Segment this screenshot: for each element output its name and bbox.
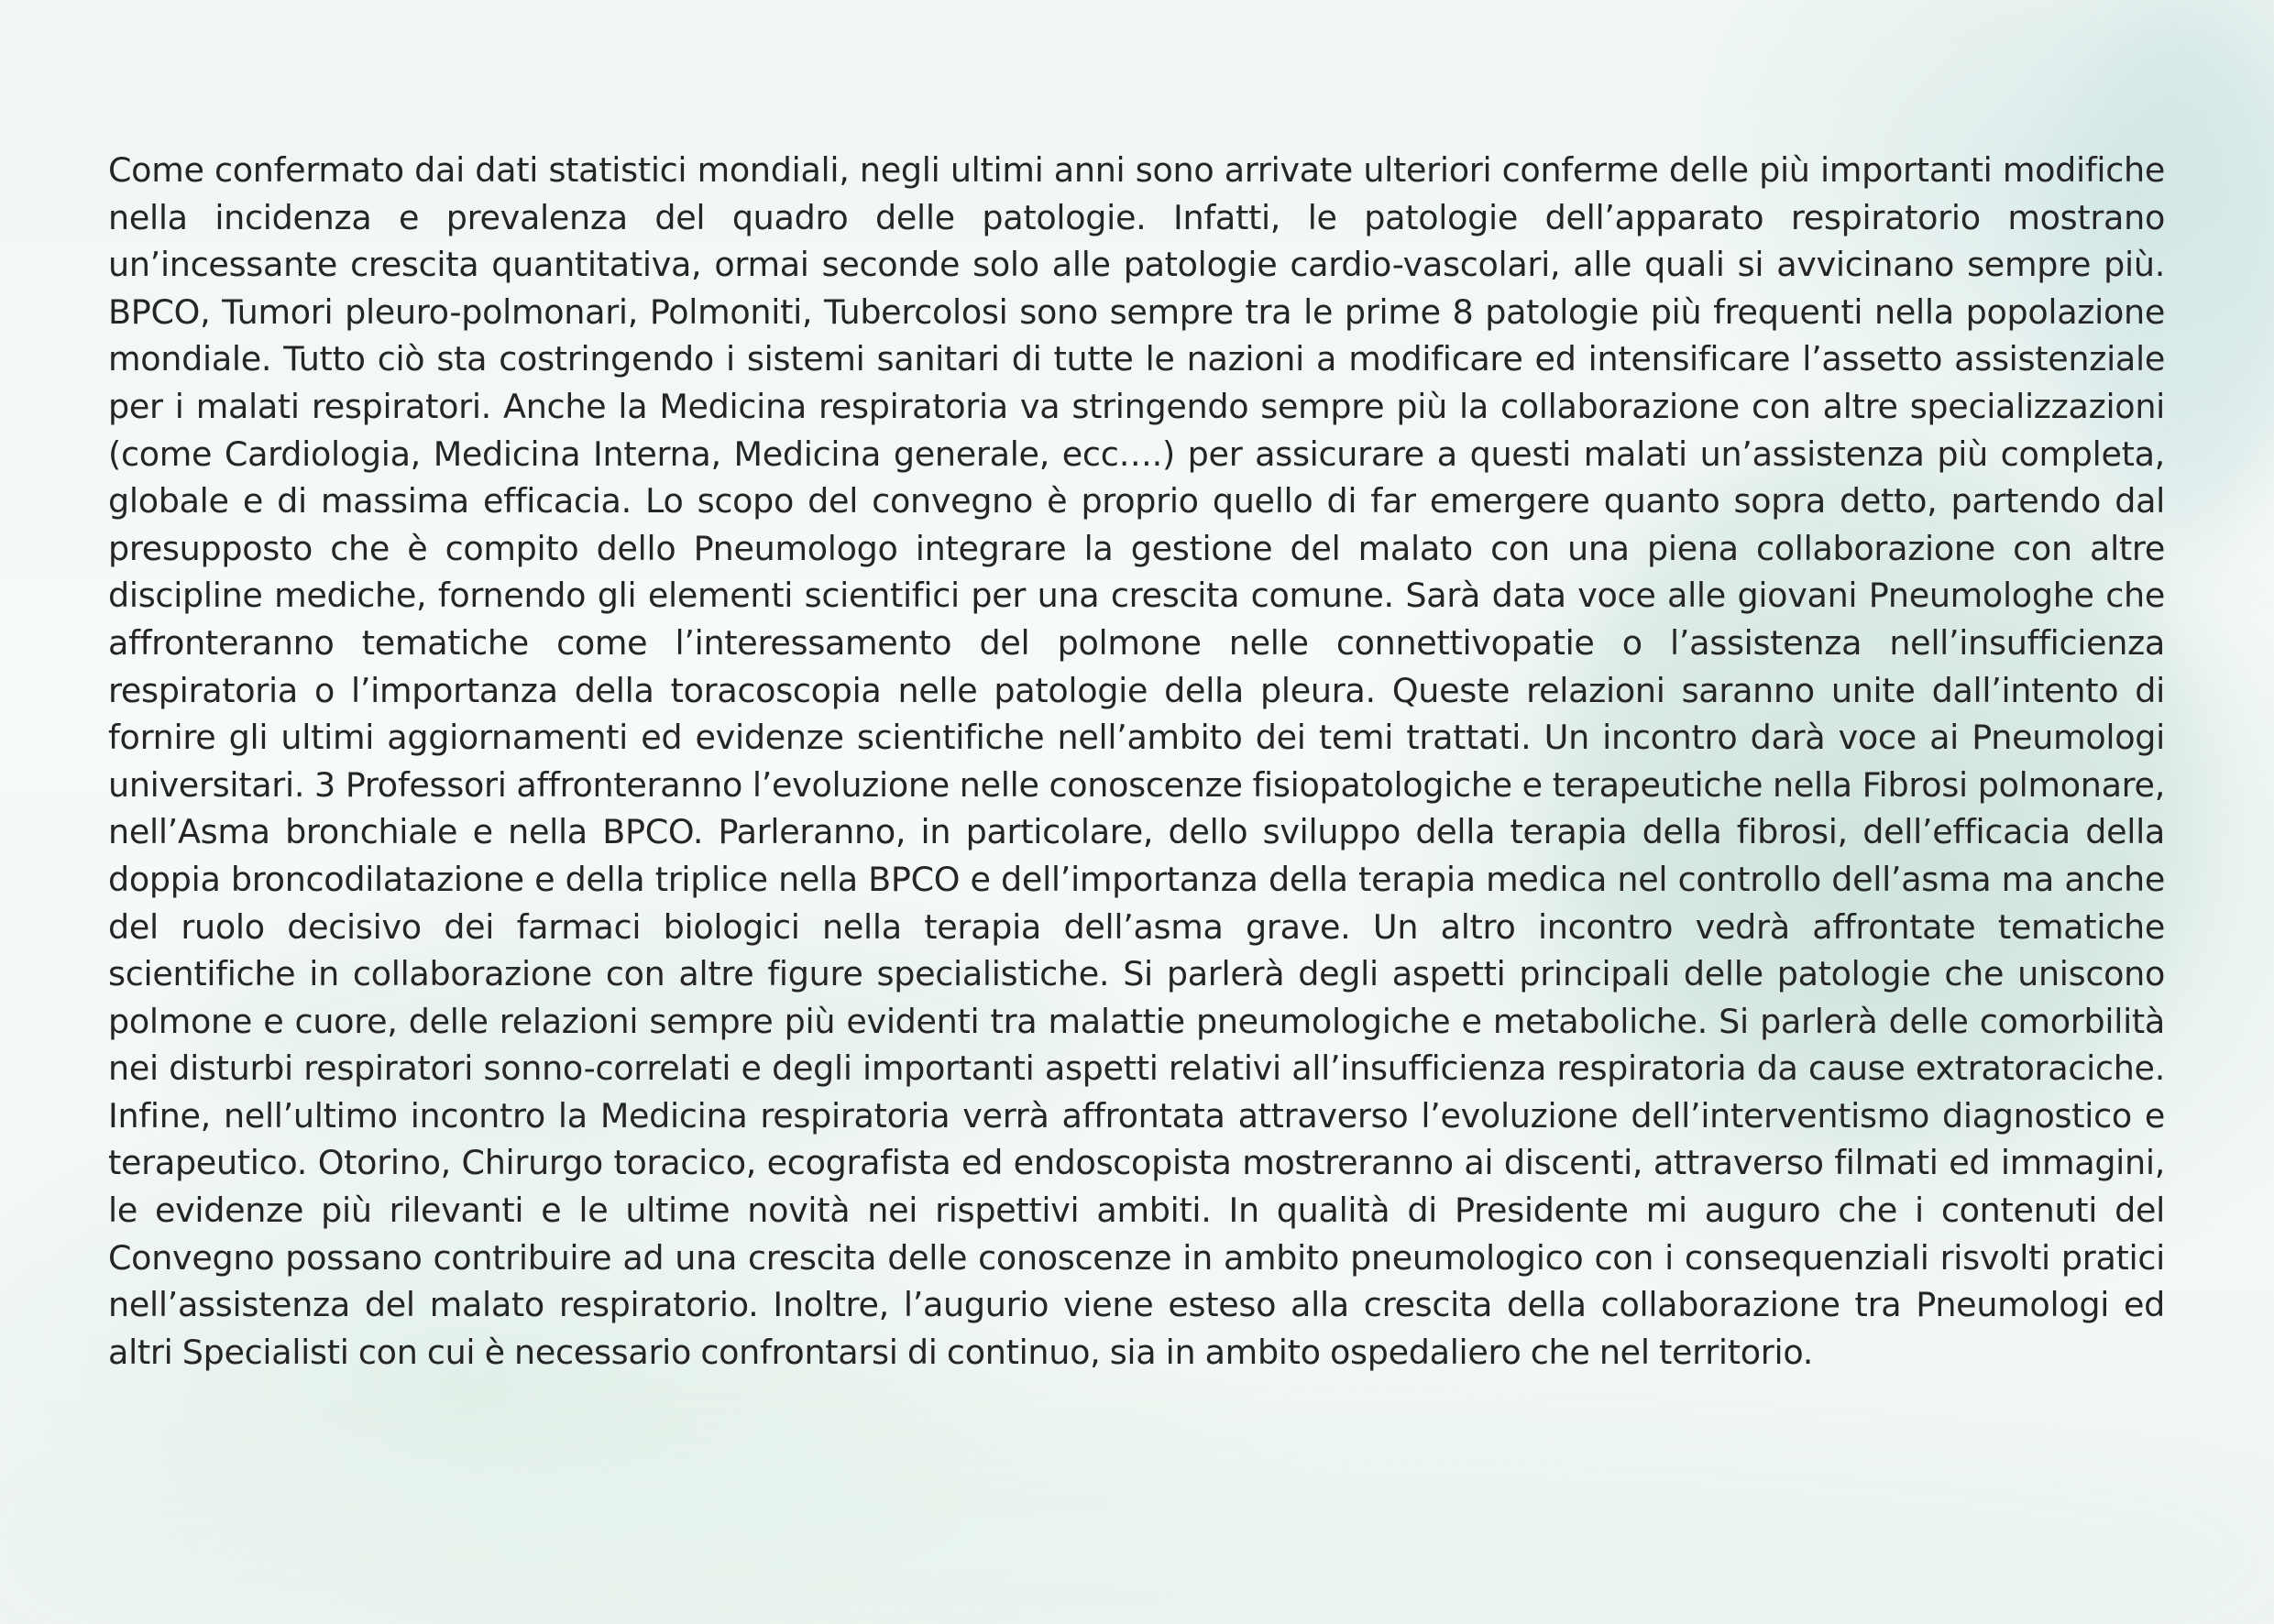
background-haze bbox=[0, 1430, 2274, 1624]
body-paragraph: Come confermato dai dati statistici mondiali, negli ultimi anni sono arrivate ulteriori conferme delle più importanti modifiche nella incidenza e prevalenza del quadro delle patologie. Infatti, le patologie dell’apparato respiratorio mostrano un’incessante crescita quantitativa, ormai seconde solo alle patologie cardio-vascolari, alle quali si avvicinano sempre più. BPCO, Tumori pleuro-polmonari, Polmoniti, Tubercolosi sono sempre tra le prime 8 patologie più frequenti nella popolazione mondiale. Tutto ciò sta costringendo i sistemi sanitari di tutte le nazioni a modificare ed intensificare l’assetto assistenziale per i malati respiratori. Anche la Medicina respiratoria va stringendo sempre più la collaborazione con altre specializzazioni (come Cardiologia, Medicina Interna, Medicina generale, ecc….) per assicurare a questi malati un’assistenza più completa, globale e di massima efficacia. Lo scopo del convegno è proprio quello di far emergere quanto sopra detto, partendo dal presupposto che è compito dello Pneumologo integrare la gestione del malato con una piena collaborazione con altre discipline mediche, fornendo gli elementi scientifici per una crescita comune. Sarà data voce alle giovani Pneumologhe che affronteranno tematiche come l’interessamento del polmone nelle connettivopatie o l’assistenza nell’insufficienza respiratoria o l’importanza della toracoscopia nelle patologie della pleura. Queste relazioni saranno unite dall’intento di fornire gli ultimi aggiornamenti ed evidenze scientifiche nell’ambito dei temi trattati. Un incontro darà voce ai Pneumologi universitari. 3 Professori affronteranno l’evoluzione nelle conoscenze fisiopatologiche e terapeutiche nella Fibrosi polmonare, nell’Asma bronchiale e nella BPCO. Parleranno, in particolare, dello sviluppo della terapia della fibrosi, dell’efficacia della doppia broncodilatazione e della triplice nella BPCO e dell’importanza della terapia medica nel controllo dell’asma ma anche del ruolo decisivo dei farmaci biologici nella terapia dell’asma grave. Un altro incontro vedrà affrontate tematiche scientifiche in collaborazione con altre figure specialistiche. Si parlerà degli aspetti principali delle patologie che uniscono polmone e cuore, delle relazioni sempre più evidenti tra malattie pneumologiche e metaboliche. Si parlerà delle comorbilità nei disturbi respiratori sonno-correlati e degli importanti aspetti relativi all’insufficienza respiratoria da cause extratoraciche. Infine, nell’ultimo incontro la Medicina respiratoria verrà affrontata attraverso l’evoluzione dell’interventismo diagnostico e terapeutico. Otorino, Chirurgo toracico, ecografista ed endoscopista mostreranno ai discenti, attraverso filmati ed immagini, le evidenze più rilevanti e le ultime novità nei rispettivi ambiti. In qualità di Presidente mi auguro che i contenuti del Convegno possano contribuire ad una crescita delle conoscenze in ambito pneumologico con i consequenziali risvolti pratici nell’assistenza del malato respiratorio. Inoltre, l’augurio viene esteso alla crescita della collaborazione tra Pneumologi ed altri Specialisti con cui è necessario confrontarsi di continuo, sia in ambito ospedaliero che nel territorio. bbox=[108, 150, 2165, 1372]
